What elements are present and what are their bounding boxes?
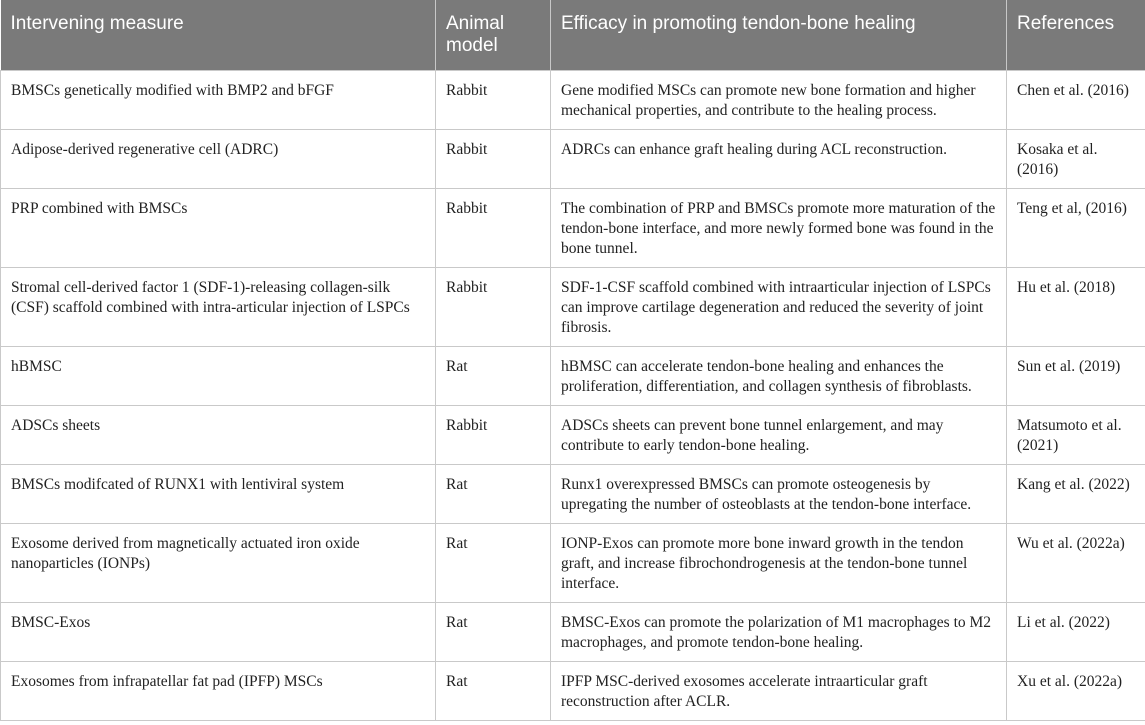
cell-measure: Exosomes from infrapatellar fat pad (IPFP) MSCs bbox=[1, 662, 436, 721]
cell-model: Rat bbox=[436, 662, 551, 721]
cell-model: Rabbit bbox=[436, 71, 551, 130]
cell-efficacy: ADRCs can enhance graft healing during ACL reconstruction. bbox=[551, 130, 1007, 189]
header-intervening-measure: Intervening measure bbox=[1, 0, 436, 71]
cell-efficacy: SDF-1-CSF scaffold combined with intraarticular injection of LSPCs can improve cartilage degeneration and reduced the severity of joint fibrosis. bbox=[551, 268, 1007, 347]
cell-measure: hBMSC bbox=[1, 347, 436, 406]
cell-measure: BMSC-Exos bbox=[1, 603, 436, 662]
cell-measure: Adipose-derived regenerative cell (ADRC) bbox=[1, 130, 436, 189]
cell-efficacy: The combination of PRP and BMSCs promote more maturation of the tendon-bone interface, and more newly formed bone was found in the bone tunnel. bbox=[551, 189, 1007, 268]
cell-model: Rat bbox=[436, 465, 551, 524]
table-body bbox=[1, 71, 1145, 721]
cell-model: Rabbit bbox=[436, 268, 551, 347]
table-row bbox=[1, 603, 1145, 662]
cell-model: Rat bbox=[436, 347, 551, 406]
cell-model: Rat bbox=[436, 524, 551, 603]
cell-efficacy: Runx1 overexpressed BMSCs can promote osteogenesis by upregating the number of osteoblasts at the tendon-bone interface. bbox=[551, 465, 1007, 524]
cell-reference: Teng et al, (2016) bbox=[1007, 189, 1145, 268]
table-row bbox=[1, 189, 1145, 268]
table-row bbox=[1, 406, 1145, 465]
cell-model: Rabbit bbox=[436, 130, 551, 189]
cell-measure: Exosome derived from magnetically actuated iron oxide nanoparticles (IONPs) bbox=[1, 524, 436, 603]
cell-efficacy: hBMSC can accelerate tendon-bone healing and enhances the proliferation, differentiation, and collagen synthesis of fibroblasts. bbox=[551, 347, 1007, 406]
cell-efficacy: IPFP MSC-derived exosomes accelerate intraarticular graft reconstruction after ACLR. bbox=[551, 662, 1007, 721]
table-row bbox=[1, 524, 1145, 603]
cell-reference: Matsumoto et al. (2021) bbox=[1007, 406, 1145, 465]
cell-model: Rabbit bbox=[436, 406, 551, 465]
table-row bbox=[1, 347, 1145, 406]
cell-reference: Li et al. (2022) bbox=[1007, 603, 1145, 662]
cell-model: Rabbit bbox=[436, 189, 551, 268]
table-row bbox=[1, 465, 1145, 524]
header-references: References bbox=[1007, 0, 1145, 71]
header-animal-model: Animal model bbox=[436, 0, 551, 71]
cell-measure: PRP combined with BMSCs bbox=[1, 189, 436, 268]
cell-model: Rat bbox=[436, 603, 551, 662]
cell-efficacy: Gene modified MSCs can promote new bone formation and higher mechanical properties, and contribute to the healing process. bbox=[551, 71, 1007, 130]
table-row bbox=[1, 71, 1145, 130]
header-efficacy: Efficacy in promoting tendon-bone healing bbox=[551, 0, 1007, 71]
cell-reference: Sun et al. (2019) bbox=[1007, 347, 1145, 406]
cell-reference: Kang et al. (2022) bbox=[1007, 465, 1145, 524]
cell-reference: Kosaka et al. (2016) bbox=[1007, 130, 1145, 189]
cell-efficacy: BMSC-Exos can promote the polarization of M1 macrophages to M2 macrophages, and promote tendon-bone healing. bbox=[551, 603, 1007, 662]
cell-measure: ADSCs sheets bbox=[1, 406, 436, 465]
header-row bbox=[1, 0, 1145, 71]
cell-reference: Xu et al. (2022a) bbox=[1007, 662, 1145, 721]
cell-reference: Hu et al. (2018) bbox=[1007, 268, 1145, 347]
table-row bbox=[1, 662, 1145, 721]
cell-reference: Chen et al. (2016) bbox=[1007, 71, 1145, 130]
table-header bbox=[1, 0, 1145, 71]
cell-efficacy: ADSCs sheets can prevent bone tunnel enlargement, and may contribute to early tendon-bone healing. bbox=[551, 406, 1007, 465]
cell-measure: BMSCs modifcated of RUNX1 with lentiviral system bbox=[1, 465, 436, 524]
cell-measure: BMSCs genetically modified with BMP2 and bFGF bbox=[1, 71, 436, 130]
cell-reference: Wu et al. (2022a) bbox=[1007, 524, 1145, 603]
cell-efficacy: IONP-Exos can promote more bone inward growth in the tendon graft, and increase fibrochondrogenesis at the tendon-bone tunnel interface. bbox=[551, 524, 1007, 603]
cell-measure: Stromal cell-derived factor 1 (SDF-1)-releasing collagen-silk (CSF) scaffold combined with intra-articular injection of LSPCs bbox=[1, 268, 436, 347]
table-row bbox=[1, 268, 1145, 347]
table-row bbox=[1, 130, 1145, 189]
